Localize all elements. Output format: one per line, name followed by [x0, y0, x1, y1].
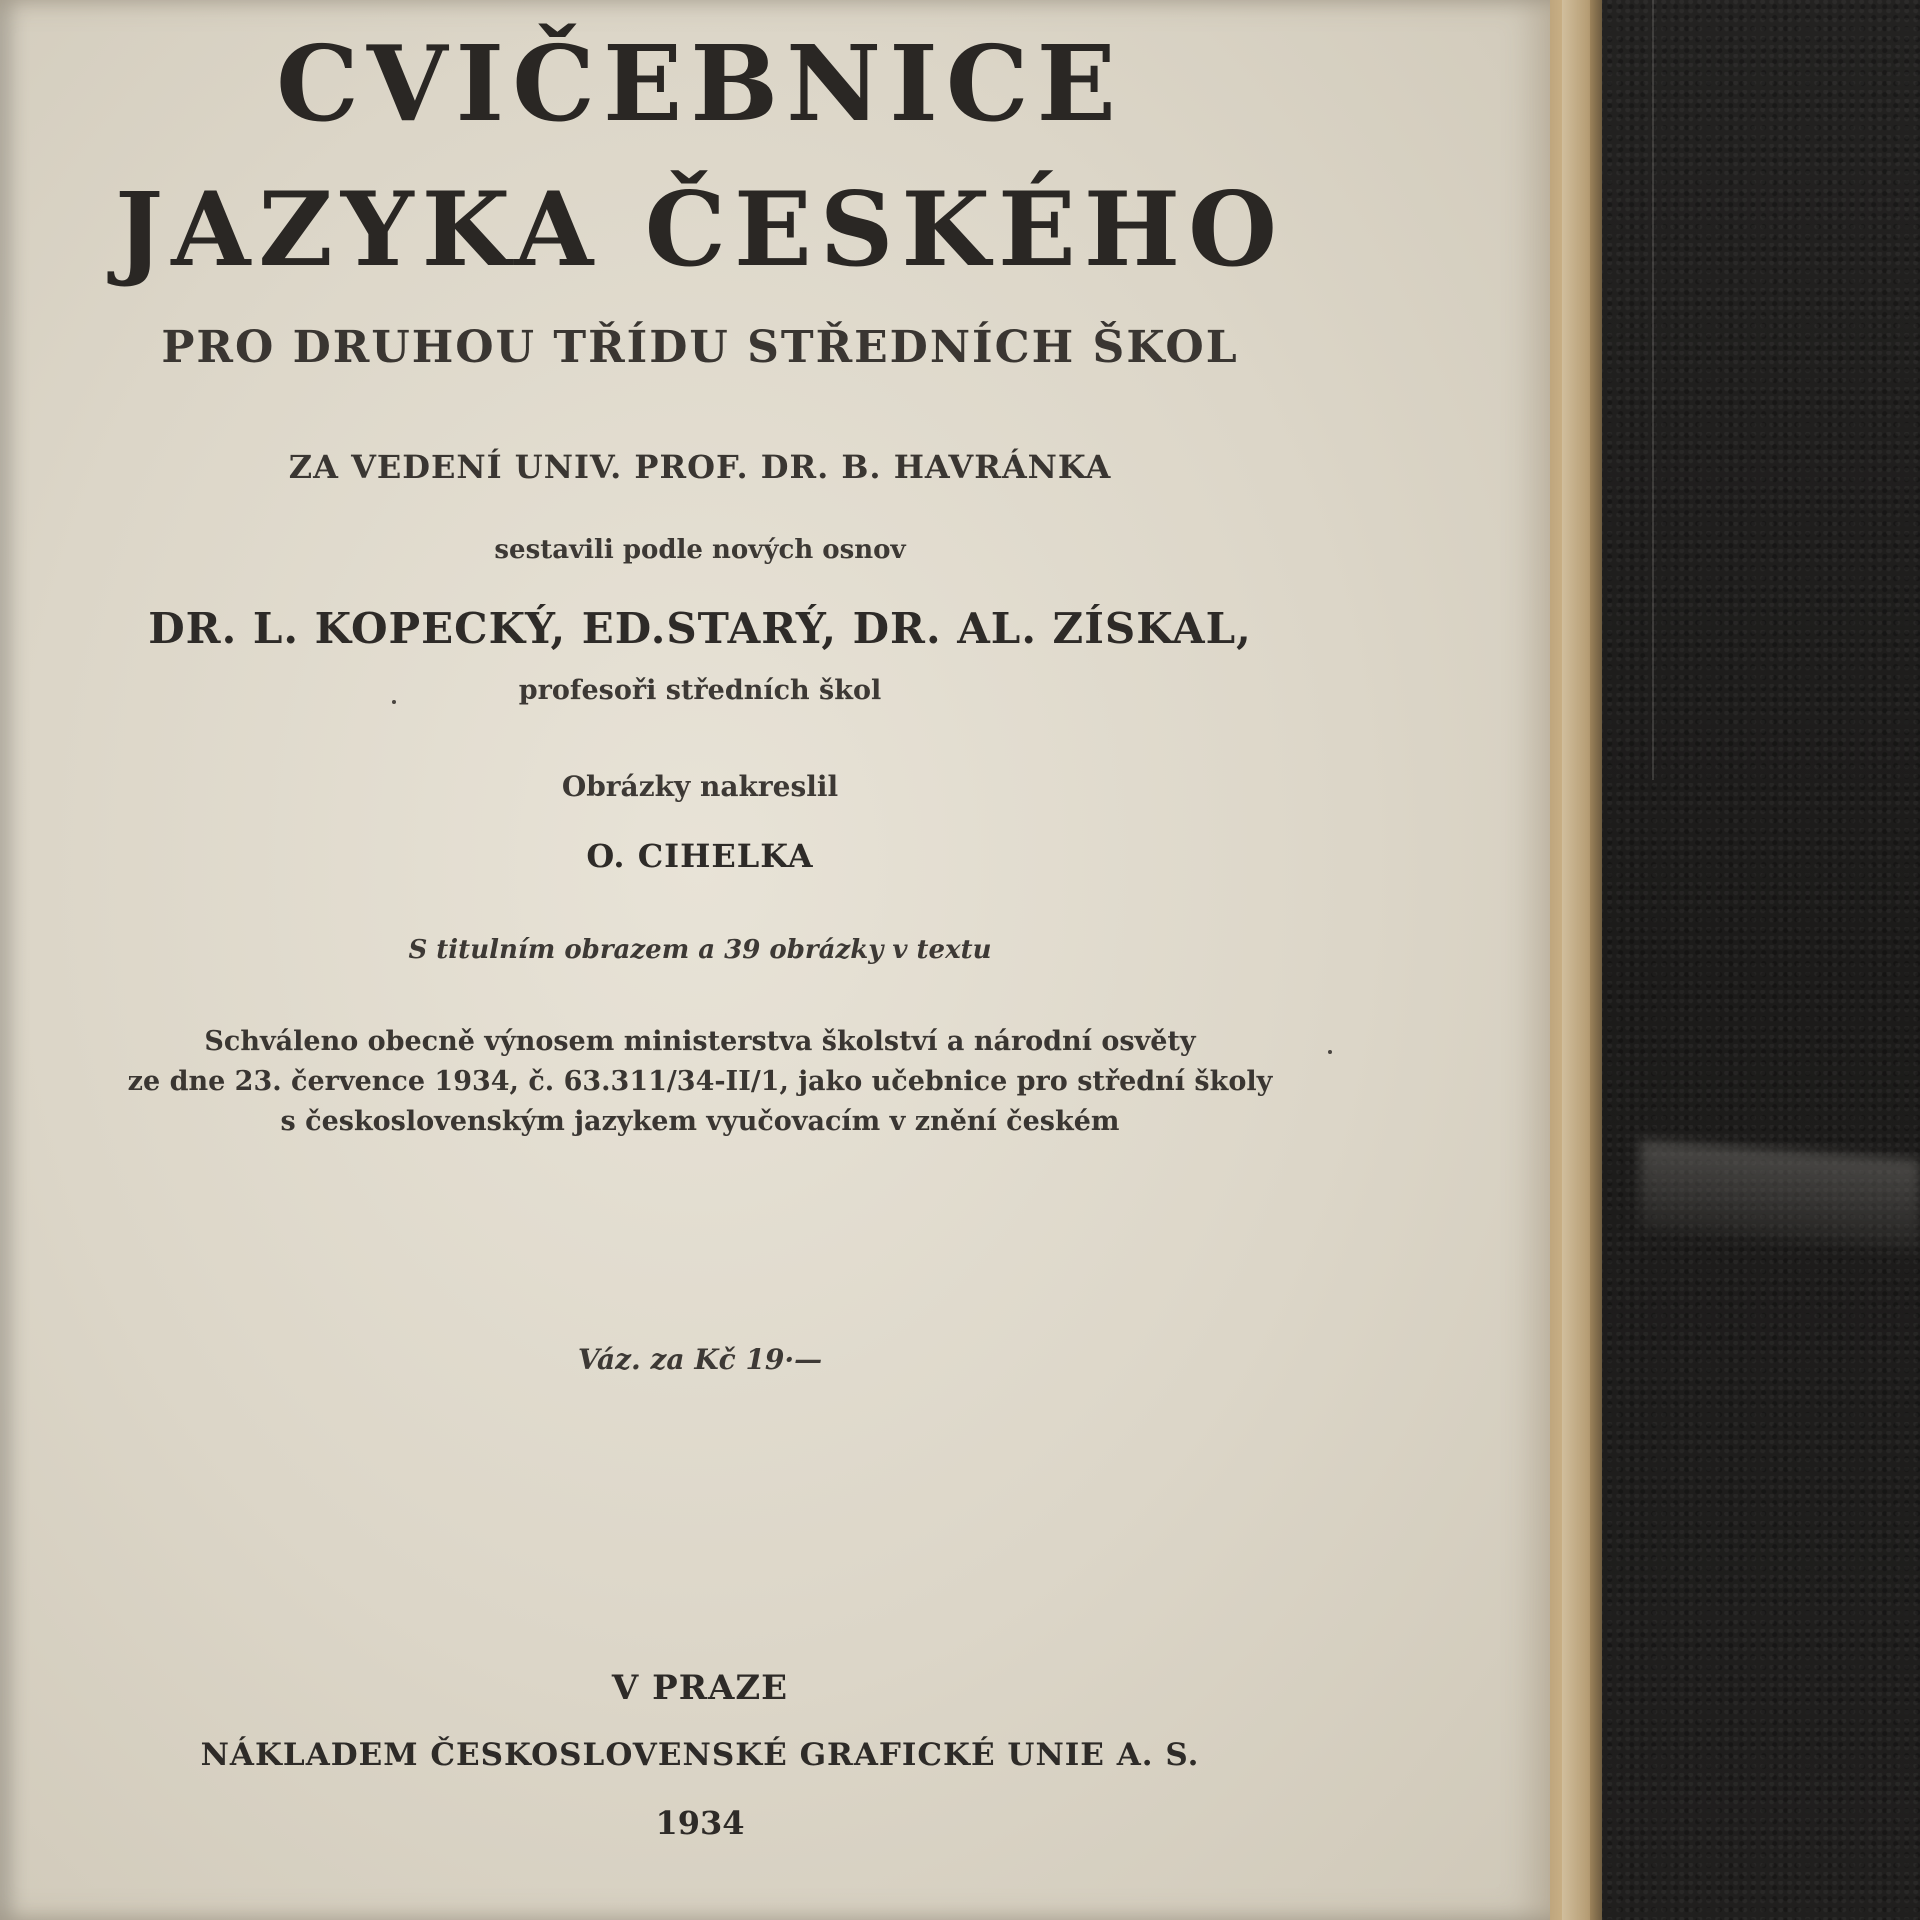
- title-line-1: CVIČEBNICE: [276, 22, 1124, 145]
- page-edge-inner: [1562, 0, 1590, 1920]
- cover-edge-line: [1652, 0, 1654, 780]
- guidance-line: ZA VEDENÍ UNIV. PROF. DR. B. HAVRÁNKA: [288, 448, 1112, 486]
- pictures-note: S titulním obrazem a 39 obrázky v textu: [408, 935, 992, 965]
- paper-speck: [1328, 1050, 1332, 1054]
- publisher: NÁKLADEM ČESKOSLOVENSKÉ GRAFICKÉ UNIE A. S.: [200, 1737, 1200, 1773]
- approval-line: ze dne 23. července 1934, č. 63.311/34-II/1, jako učebnice pro střední školy: [127, 1066, 1273, 1097]
- authors-role: profesoři středních škol: [518, 675, 882, 706]
- publication-year: 1934: [655, 1804, 745, 1842]
- paper-speck: [392, 700, 396, 704]
- authors: DR. L. KOPECKÝ, ED.STARÝ, DR. AL. ZÍSKAL,: [148, 604, 1252, 653]
- approval-line: Schváleno obecně výnosem ministerstva školství a národní osvěty: [204, 1026, 1196, 1057]
- approval-notice: [0, 1022, 1400, 1142]
- subtitle: PRO DRUHOU TŘÍDU STŘEDNÍCH ŠKOL: [161, 322, 1239, 373]
- price: Váz. za Kč 19·—: [577, 1343, 823, 1376]
- drawn-by-label: Obrázky nakreslil: [561, 770, 839, 803]
- book-cover: [1580, 0, 1920, 1920]
- title-line-2: JAZYKA ČESKÉHO: [114, 170, 1286, 290]
- publication-city: V PRAZE: [611, 1668, 789, 1708]
- approval-line: s československým jazykem vyučovacím v znění českém: [280, 1106, 1120, 1137]
- compiled-note: sestavili podle nových osnov: [494, 535, 906, 565]
- illustrator: O. CIHELKA: [586, 837, 814, 875]
